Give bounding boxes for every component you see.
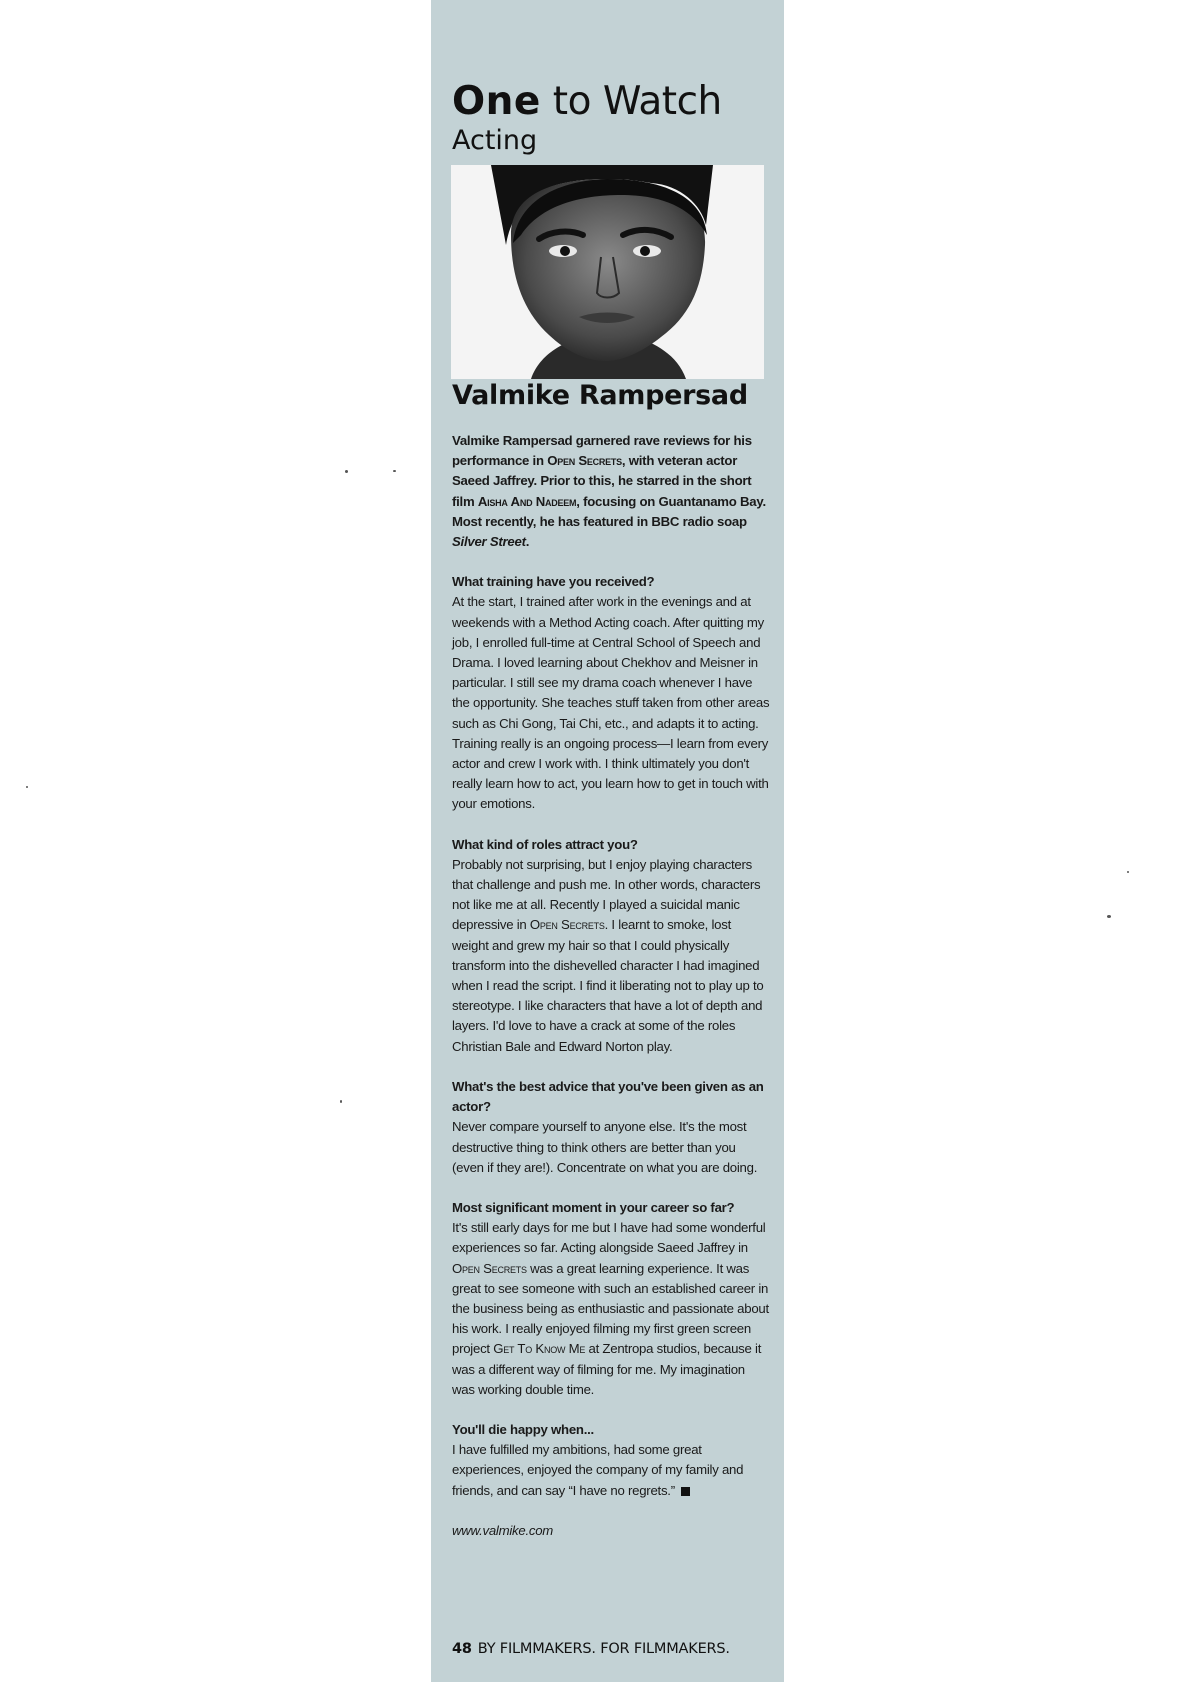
- intro-text: , focusing on Guantanamo Bay. Most recently, he has featured in BBC radio soap: [452, 493, 766, 529]
- film-title: Open Secrets: [547, 453, 622, 469]
- scan-speck: [26, 786, 28, 788]
- answer-text: at Zentropa studios, because it was a different way of filming for me. My imagination was working double time.: [452, 1341, 762, 1397]
- end-mark-icon: [681, 1487, 690, 1496]
- question-roles: What kind of roles attract you?: [452, 836, 638, 852]
- scan-speck: [393, 470, 396, 472]
- film-title: Aisha And Nadeem: [477, 493, 577, 509]
- answer-text: was a great learning experience. It was great to see someone with such an established career in the business being as enthusiastic and passionate about his work. I really enjoyed filming my first green screen project: [452, 1260, 769, 1357]
- film-title: Open Secrets: [452, 1260, 527, 1276]
- scan-speck: [345, 470, 348, 473]
- section-title: [452, 78, 772, 126]
- scan-speck: [340, 1100, 342, 1103]
- question-moment: Most significant moment in your career so far?: [452, 1199, 735, 1215]
- answer-text: Probably not surprising, but I enjoy playing characters that challenge and push me. In other words, characters not like me at all. Recently I played a suicidal manic depressive in: [452, 856, 761, 933]
- scan-speck: [1107, 915, 1111, 918]
- intro-paragraph: [452, 431, 770, 552]
- film-title: Open Secrets: [529, 917, 605, 933]
- answer-advice: Never compare yourself to anyone else. It's the most destructive thing to think others are better than you (even if they are!). Concentrate on what you are doing.: [452, 1119, 758, 1175]
- article-body: [452, 431, 770, 1541]
- answer-text: . I learnt to smoke, lost weight and grew my hair so that I could physically transform into the dishevelled character I had imagined when I read the script. I find it liberating not to play up to stereotype. I like characters that have a lot of depth and layers. I'd love to have a crack at some of the roles Christian Bale and Edward Norton play.: [452, 917, 764, 1054]
- section-title-rest: to Watch: [552, 79, 722, 124]
- page-number: 48: [452, 1641, 472, 1657]
- actor-portrait: [451, 165, 764, 379]
- footer-tagline: BY FILMMAKERS. FOR FILMMAKERS.: [477, 1641, 730, 1657]
- portrait-illustration: [451, 165, 764, 379]
- answer-text: I have fulfilled my ambitions, had some great experiences, enjoyed the company of my family and friends, and can say “I have no regrets.”: [452, 1442, 744, 1498]
- answer-text: It's still early days for me but I have had some wonderful experiences so far. Acting alongside Saeed Jaffrey in: [452, 1220, 766, 1256]
- section-category: Acting: [452, 125, 538, 156]
- show-title: Silver Street: [452, 534, 526, 550]
- answer-die-happy: [452, 1440, 770, 1501]
- intro-text: .: [525, 534, 530, 550]
- question-die-happy: You'll die happy when...: [452, 1421, 594, 1437]
- page-footer: [452, 1641, 730, 1657]
- scan-speck: [1127, 871, 1129, 873]
- question-training: What training have you received?: [452, 574, 655, 590]
- answer-moment: [452, 1218, 770, 1400]
- question-advice: What's the best advice that you've been given as an actor?: [452, 1078, 764, 1115]
- film-title: Get To Know Me: [493, 1341, 586, 1357]
- intro-text: , with veteran actor Saeed Jaffrey. Prior to this, he starred in the short film: [452, 453, 752, 509]
- actor-name: Valmike Rampersad: [452, 380, 748, 411]
- article-column: [431, 0, 784, 1682]
- answer-training: At the start, I trained after work in the evenings and at weekends with a Method Acting coach. After quitting my job, I enrolled full-time at Central School of Speech and Drama. I loved learning about Chekhov and Meisner in particular. I still see my drama coach whenever I have the opportunity. She teaches stuff taken from other areas such as Chi Gong, Tai Chi, etc., and adapts it to acting. Training really is an ongoing process—I learn from every actor and crew I work with. I think ultimately you don't really learn how to act, you learn how to get in touch with your emotions.: [452, 594, 770, 812]
- website-link[interactable]: www.valmike.com: [452, 1522, 554, 1538]
- answer-roles: [452, 855, 770, 1057]
- section-title-bold: One: [452, 79, 541, 124]
- intro-text: Valmike Rampersad garnered rave reviews for his performance in: [452, 433, 752, 469]
